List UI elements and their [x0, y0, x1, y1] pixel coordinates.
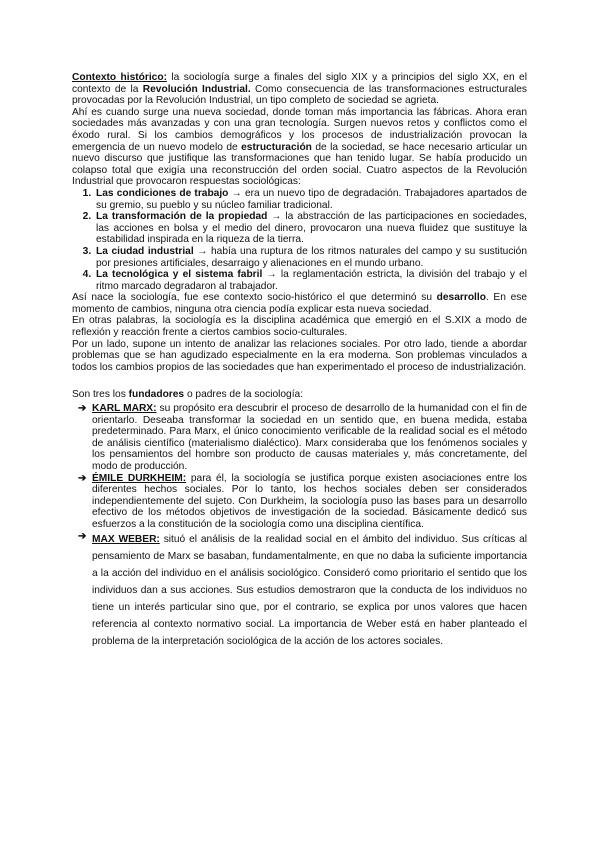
founder-paragraph — [92, 531, 527, 650]
revolution-term: Revolución Industrial. — [142, 83, 251, 95]
society-text-2: de la sociedad, se hace necesario articular un nuevo discurso que justifique las transformaciones que han tenido lugar. Se había producido un colapso total que exigía una reconstrucción del orden social. Cuatro aspectos de la Revolución Industrial que provocaron respuestas sociológicas: — [72, 141, 527, 188]
development-text-1: Así nace la sociología, fue ese contexto socio-histórico el que determinó su — [72, 292, 437, 304]
structuring-term: estructuración — [241, 141, 312, 153]
founder-paragraph — [92, 403, 527, 473]
founder-text: su propósito era descubrir el proceso de desarrollo de la humanidad con el fin de orientarlo. Deseaba transformar la sociedad en un sentido que, en buena medida, estaba predeterminado. Para Marx, el único conocimiento verificable de la realidad social es el método de análisis científico (materialismo dialéctico). Marx consideraba que los fenómenos sociales y los pensamientos del hombre son producto de causas materiales y, más concretamente, del modo de producción. — [92, 403, 527, 472]
context-text-2: Como consecuencia de las transformaciones estructurales provocadas por la Revolución Industrial, un tipo completo de sociedad se agrieta. — [72, 83, 527, 107]
society-text-1: Ahí es cuando surge una nueva sociedad, donde toman más importancia las fábricas. Ahora eran sociedades más avanzadas y con una gran tecnología. Surgen nuevos retos y conflictos como el éxodo rural. Si los cambios demográficos y los procesos de industrialización provocan la emergencia de un nuevo modelo de — [72, 106, 527, 153]
founder-name: KARL MARX: — [92, 403, 157, 415]
founders-intro — [72, 389, 527, 401]
context-text-1: la sociología surge a finales del siglo XIX y a principios del siglo XX, en el contexto de la — [72, 72, 527, 95]
analysis-paragraph: Por un lado, supone un intento de analizar las relaciones sociales. Por otro lado, tiende a abordar problemas que se han agudizado especialmente en la era moderna. Son problemas vinculados a todos los cambios propios de las sociedades que han experimentado el proceso de industrialización. — [72, 338, 527, 373]
paragraph-gap — [72, 373, 527, 389]
list-item — [94, 246, 527, 269]
aspect-title: La tecnológica y el sistema fabril — [96, 269, 263, 281]
arrow-right-icon: ➔ — [78, 403, 87, 415]
founders-intro-text-1: Son tres los — [72, 389, 129, 401]
context-paragraph — [72, 72, 527, 107]
arrow-right-icon: ➔ — [78, 472, 87, 484]
new-society-paragraph — [72, 107, 527, 188]
founders-list — [72, 403, 527, 650]
list-item — [94, 269, 527, 292]
aspects-list — [72, 188, 527, 292]
aspect-title: La ciudad industrial — [96, 245, 194, 257]
aspect-title: Las condiciones de trabajo — [96, 187, 229, 199]
aspect-text: → era un nuevo tipo de degradación. Trabajadores apartados de su gremio, su pueblo y su núcleo familiar tradicional. — [96, 187, 528, 211]
definition-paragraph: En otras palabras, la sociología es la disciplina académica que emergió en el S.XIX a modo de reflexión y reacción frente a ciertos cambios socio-culturales. — [72, 315, 527, 339]
document-body — [72, 72, 527, 650]
founder-name: MAX WEBER: — [92, 533, 160, 545]
founders-intro-text-2: o padres de la sociología: — [184, 389, 304, 401]
founder-text: situó el análisis de la realidad social en el ámbito del individuo. Sus críticas al pensamiento de Marx se basaban, fundamentalmente, en que no daba la suficiente importancia a la acción del individuo en el análisis sociológico. Consideró como prioritario el sentido que los individuos dan a sus acciones. Sus estudios demostraron que la conducta de los individuos no tiene un interés particular sino que, por el contrario, se explica por unos valores que hacen referencia al contexto normativo social. La importancia de Weber está en haber planteado el problema de la interpretación sociológica de la acción de los actores sociales. — [92, 533, 527, 647]
founder-name: ÉMILE DURKHEIM: — [92, 472, 187, 484]
context-heading: Contexto histórico: — [72, 72, 167, 83]
development-paragraph — [72, 292, 527, 315]
aspect-text: → la reglamentación estricta, la división del trabajo y el ritmo marcado degradaron al trabajador. — [96, 269, 527, 292]
aspect-text: → la abstracción de las participaciones en sociedades, las acciones en bolsa y el medio del dinero, provocaron una nueva fluidez que sustituye la estabilidad inspirada en la riqueza de la tierra. — [96, 211, 527, 246]
founder-paragraph — [92, 473, 527, 531]
founders-term: fundadores — [128, 389, 185, 401]
list-item — [94, 211, 527, 246]
arrow-right-icon: ➔ — [78, 530, 87, 542]
development-term: desarrollo — [436, 292, 486, 304]
founder-text: para él, la sociología se justifica porque existen asociaciones entre los diferentes hechos sociales. Por lo tanto, los hechos sociales deben ser considerados independientemente del sujeto. Con Durkheim, la sociología puso las bases para un desarrollo efectivo de los métodos objetivos de investigación de la sociedad. Básicamente dedicó sus esfuerzos a la constitución de la sociología como una disciplina científica. — [92, 472, 527, 530]
list-item — [94, 188, 527, 211]
founder-weber — [72, 531, 527, 650]
founder-marx — [72, 403, 527, 473]
aspect-title: La transformación de la propiedad — [96, 211, 268, 223]
development-text-2: . En ese momento de cambios, ninguna otra ciencia podía explicar esta nueva sociedad. — [72, 292, 527, 315]
aspect-text: → había una ruptura de los ritmos naturales del campo y su sustitución por presiones artificiales, desarraigo y alienaciones en el mundo urbano. — [96, 245, 528, 269]
founder-durkheim — [72, 473, 527, 531]
